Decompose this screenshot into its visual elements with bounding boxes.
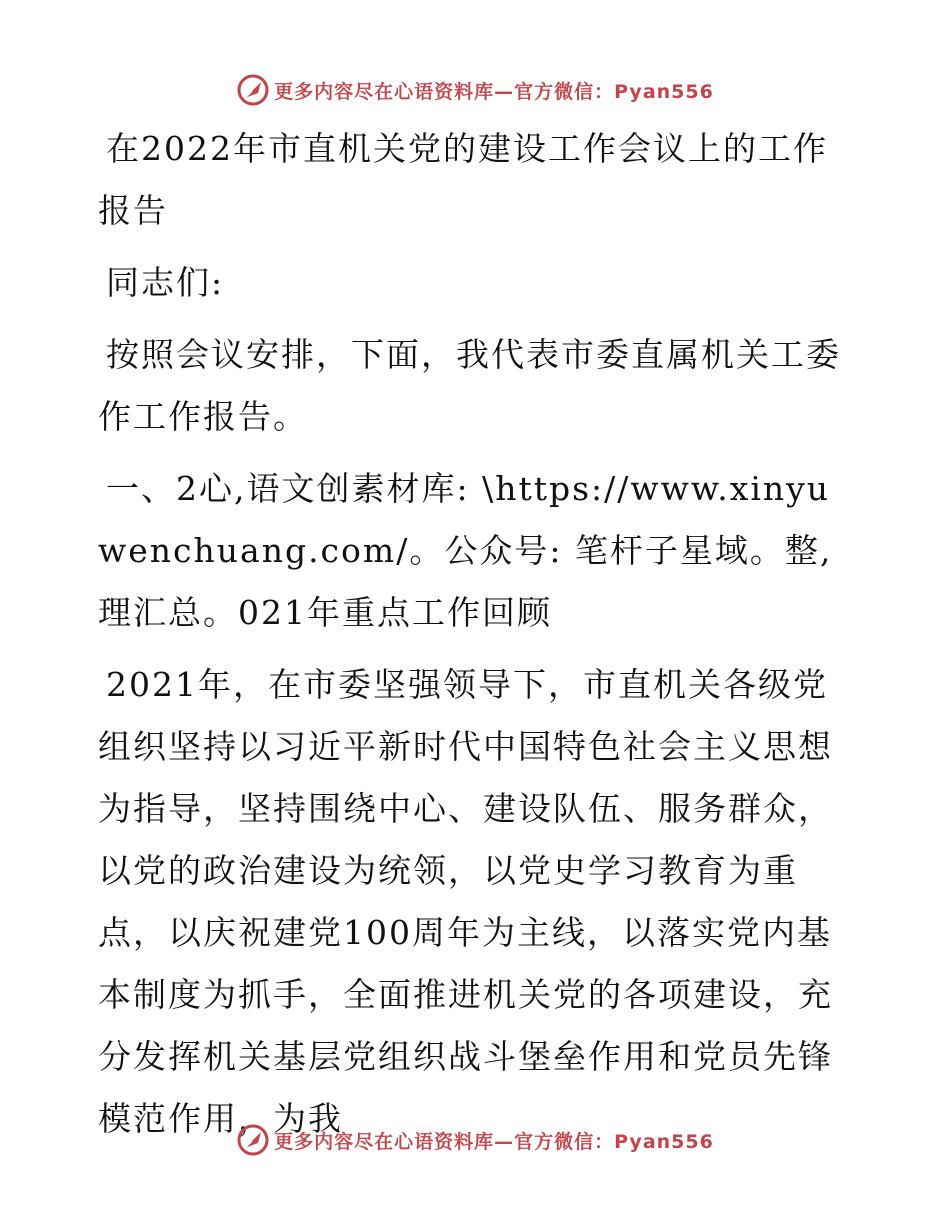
- quill-logo-icon: [236, 1123, 270, 1157]
- header-watermark-text: 更多内容尽在心语资料库—官方微信：Pyan556: [274, 80, 714, 103]
- paragraph-1: 按照会议安排，下面，我代表市委直属机关工委作工作报告。: [98, 335, 841, 436]
- paragraph-2: 一、2心,语文创素材库: \https://www.xinyuwenchuang.com/。公众号: 笔杆子星域。整,理汇总。021年重点工作回顾: [98, 469, 833, 632]
- header-watermark: [0, 70, 950, 110]
- footer-watermark-text: 更多内容尽在心语资料库—官方微信：Pyan556: [274, 1130, 714, 1153]
- paragraph-3: 2021年，在市委坚强领导下，市直机关各级党组织坚持以习近平新时代中国特色社会主义思想为指导，坚持围绕中心、建设队伍、服务群众，以党的政治建设为统领，以党史学习教育为重点，以庆祝建党100周年为主线，以落实党内基本制度为抓手，全面推进机关党的各项建设，充分发挥机关基层党组织战斗堡垒作用和党员先锋模范作用，为我: [98, 665, 833, 1138]
- footer-watermark: [0, 1120, 950, 1160]
- document-title: 在2022年市直机关党的建设工作会议上的工作报告: [98, 129, 828, 230]
- quill-logo-icon: [236, 73, 270, 107]
- salutation: 同志们:: [106, 263, 225, 302]
- document-body: [98, 118, 858, 1160]
